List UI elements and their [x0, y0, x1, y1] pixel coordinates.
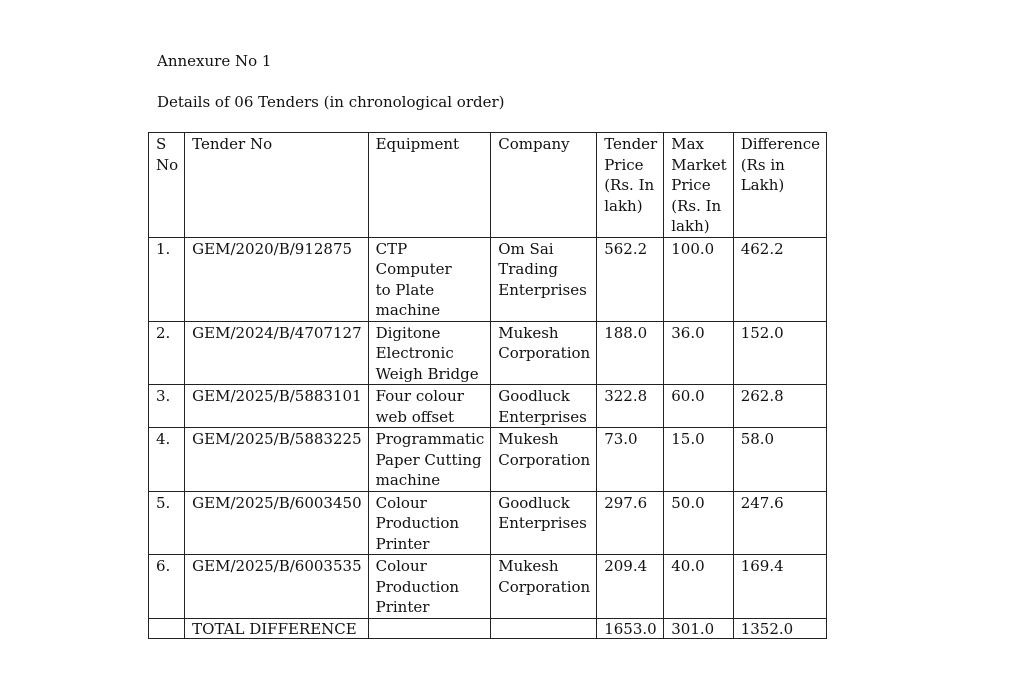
- annexure-title: Annexure No 1: [157, 52, 272, 70]
- total-empty-sno: [149, 618, 185, 638]
- total-tender-price: 1653.0: [597, 618, 664, 638]
- cell-equipment: Colour Production Printer: [368, 491, 491, 555]
- cell-difference: 152.0: [733, 321, 826, 385]
- table-row: [149, 555, 827, 619]
- cell-sno: 4.: [149, 428, 185, 492]
- table-row: [149, 428, 827, 492]
- total-label: TOTAL DIFFERENCE: [185, 618, 368, 638]
- table-row: [149, 321, 827, 385]
- header-tender-price: Tender Price (Rs. In lakh): [597, 133, 664, 238]
- header-tender-no: Tender No: [185, 133, 368, 238]
- cell-tender-no: GEM/2020/B/912875: [185, 237, 368, 321]
- cell-max-market-price: 40.0: [664, 555, 733, 619]
- cell-max-market-price: 36.0: [664, 321, 733, 385]
- total-difference: 1352.0: [733, 618, 826, 638]
- total-row: [149, 618, 827, 638]
- cell-difference: 262.8: [733, 385, 826, 428]
- cell-sno: 3.: [149, 385, 185, 428]
- cell-sno: 1.: [149, 237, 185, 321]
- cell-equipment: Digitone Electronic Weigh Bridge: [368, 321, 491, 385]
- cell-tender-price: 188.0: [597, 321, 664, 385]
- total-empty-company: [491, 618, 597, 638]
- table-row: [149, 237, 827, 321]
- cell-difference: 169.4: [733, 555, 826, 619]
- header-max-market-price: Max Market Price (Rs. In lakh): [664, 133, 733, 238]
- cell-equipment: CTP Computer to Plate machine: [368, 237, 491, 321]
- cell-equipment: Colour Production Printer: [368, 555, 491, 619]
- cell-tender-price: 209.4: [597, 555, 664, 619]
- cell-max-market-price: 100.0: [664, 237, 733, 321]
- cell-max-market-price: 60.0: [664, 385, 733, 428]
- cell-difference: 247.6: [733, 491, 826, 555]
- cell-company: Om Sai Trading Enterprises: [491, 237, 597, 321]
- header-equipment: Equipment: [368, 133, 491, 238]
- cell-tender-price: 322.8: [597, 385, 664, 428]
- table-header-row: [149, 133, 827, 238]
- cell-company: Mukesh Corporation: [491, 321, 597, 385]
- tenders-table: [148, 132, 827, 639]
- cell-max-market-price: 15.0: [664, 428, 733, 492]
- cell-sno: 5.: [149, 491, 185, 555]
- cell-equipment: Four colour web offset: [368, 385, 491, 428]
- cell-sno: 2.: [149, 321, 185, 385]
- cell-tender-no: GEM/2025/B/5883225: [185, 428, 368, 492]
- cell-equipment: Programmatic Paper Cutting machine: [368, 428, 491, 492]
- header-difference: Difference (Rs in Lakh): [733, 133, 826, 238]
- cell-difference: 462.2: [733, 237, 826, 321]
- table-row: [149, 385, 827, 428]
- cell-tender-no: GEM/2024/B/4707127: [185, 321, 368, 385]
- total-max-market-price: 301.0: [664, 618, 733, 638]
- cell-tender-price: 73.0: [597, 428, 664, 492]
- cell-max-market-price: 50.0: [664, 491, 733, 555]
- cell-tender-price: 297.6: [597, 491, 664, 555]
- cell-tender-no: GEM/2025/B/5883101: [185, 385, 368, 428]
- header-sno: S No: [149, 133, 185, 238]
- cell-sno: 6.: [149, 555, 185, 619]
- cell-company: Mukesh Corporation: [491, 428, 597, 492]
- cell-company: Mukesh Corporation: [491, 555, 597, 619]
- cell-company: Goodluck Enterprises: [491, 385, 597, 428]
- cell-difference: 58.0: [733, 428, 826, 492]
- cell-company: Goodluck Enterprises: [491, 491, 597, 555]
- cell-tender-no: GEM/2025/B/6003535: [185, 555, 368, 619]
- cell-tender-price: 562.2: [597, 237, 664, 321]
- details-title: Details of 06 Tenders (in chronological order): [157, 93, 505, 111]
- header-company: Company: [491, 133, 597, 238]
- total-empty-equipment: [368, 618, 491, 638]
- table-row: [149, 491, 827, 555]
- cell-tender-no: GEM/2025/B/6003450: [185, 491, 368, 555]
